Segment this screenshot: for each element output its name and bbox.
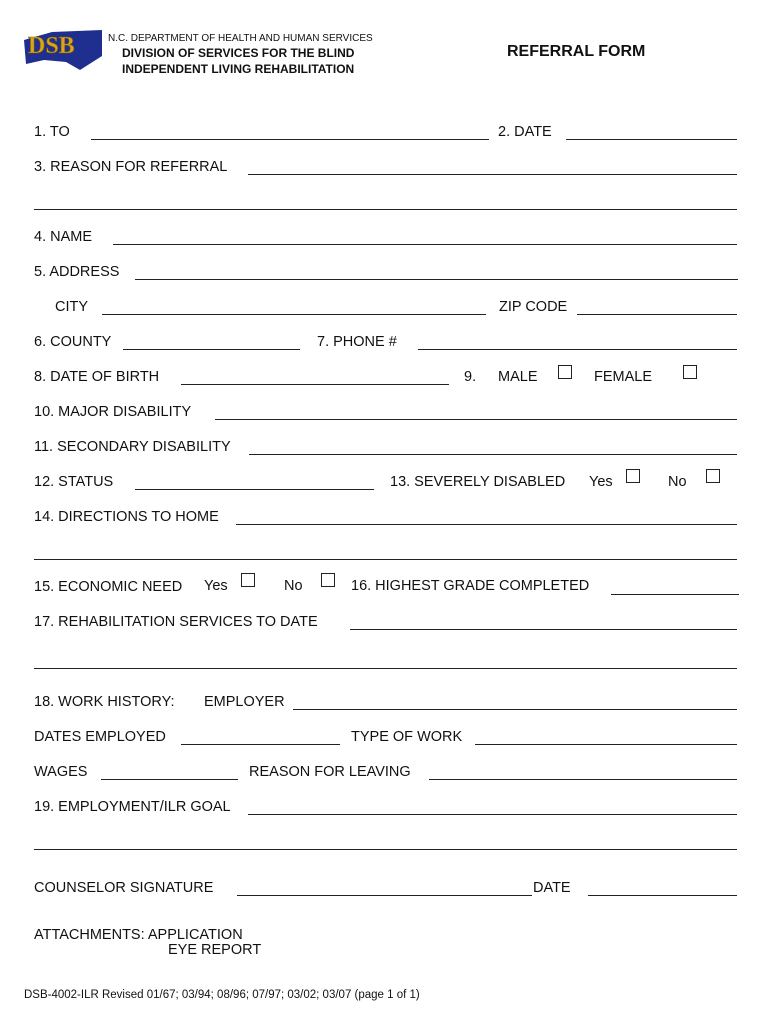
phone-label: 7. PHONE # [317,334,397,350]
secondary-disability-label: 11. SECONDARY DISABILITY [34,439,231,455]
counselor-signature-label: COUNSELOR SIGNATURE [34,880,214,896]
goal-label: 19. EMPLOYMENT/ILR GOAL [34,799,231,815]
county-label: 6. COUNTY [34,334,112,350]
reason-field-line2[interactable] [34,209,737,210]
form-title: REFERRAL FORM [507,43,646,60]
zip-label: ZIP CODE [499,299,568,315]
logo-text: DSB [28,33,75,59]
name-field[interactable] [113,244,737,245]
signature-date-label: DATE [533,880,571,896]
economic-no-checkbox[interactable] [321,573,335,587]
wages-field[interactable] [101,779,238,780]
goal-field-line2[interactable] [34,849,737,850]
economic-need-label: 15. ECONOMIC NEED [34,579,183,595]
dob-field[interactable] [181,384,449,385]
dob-label: 8. DATE OF BIRTH [34,369,160,385]
date-field[interactable] [566,139,737,140]
status-label: 12. STATUS [34,474,114,490]
department-name: N.C. DEPARTMENT OF HEALTH AND HUMAN SERVICES [108,33,373,44]
reason-for-leaving-label: REASON FOR LEAVING [249,764,411,780]
attachments-label: ATTACHMENTS: APPLICATION [34,927,243,943]
address-label: 5. ADDRESS [34,264,120,280]
reason-field[interactable] [248,174,737,175]
dates-employed-label: DATES EMPLOYED [34,729,166,745]
reason-label: 3. REASON FOR REFERRAL [34,159,228,175]
rehab-services-label: 17. REHABILITATION SERVICES TO DATE [34,614,318,630]
directions-field-line2[interactable] [34,559,737,560]
secondary-disability-field[interactable] [249,454,737,455]
severely-disabled-label: 13. SEVERELY DISABLED [390,474,566,490]
zip-field[interactable] [577,314,737,315]
division-name: DIVISION OF SERVICES FOR THE BLIND [122,46,355,60]
severely-no-checkbox[interactable] [706,469,720,483]
name-label: 4. NAME [34,229,93,245]
rehab-services-field-line2[interactable] [34,668,737,669]
economic-yes-label: Yes [204,578,228,594]
wages-label: WAGES [34,764,88,780]
female-label: FEMALE [594,369,653,385]
employer-label: EMPLOYER [204,694,285,710]
county-field[interactable] [123,349,300,350]
highest-grade-label: 16. HIGHEST GRADE COMPLETED [351,578,590,594]
highest-grade-field[interactable] [611,594,739,595]
male-label: MALE [498,369,538,385]
date-label: 2. DATE [498,124,552,140]
counselor-signature-field[interactable] [237,895,532,896]
city-field[interactable] [102,314,486,315]
male-checkbox[interactable] [558,365,572,379]
to-field[interactable] [91,139,489,140]
employer-field[interactable] [293,709,737,710]
work-history-label: 18. WORK HISTORY: [34,694,175,710]
form-revision: DSB-4002-ILR Revised 01/67; 03/94; 08/96; 07/97; 03/02; 03/07 (page 1 of 1) [24,989,420,1001]
eye-report-label: EYE REPORT [168,942,262,958]
logo [22,26,104,72]
major-disability-field[interactable] [215,419,737,420]
rehab-services-field[interactable] [350,629,737,630]
goal-field[interactable] [248,814,737,815]
directions-label: 14. DIRECTIONS TO HOME [34,509,219,525]
directions-field[interactable] [236,524,737,525]
severely-no-label: No [668,474,687,490]
type-of-work-label: TYPE OF WORK [351,729,463,745]
economic-no-label: No [284,578,303,594]
signature-date-field[interactable] [588,895,737,896]
type-of-work-field[interactable] [475,744,737,745]
economic-yes-checkbox[interactable] [241,573,255,587]
reason-for-leaving-field[interactable] [429,779,737,780]
status-field[interactable] [135,489,374,490]
phone-field[interactable] [418,349,737,350]
dates-employed-field[interactable] [181,744,340,745]
address-field[interactable] [135,279,738,280]
sex-number: 9. [464,369,477,385]
to-label: 1. TO [34,124,70,140]
city-label: CITY [55,299,89,315]
severely-yes-label: Yes [589,474,613,490]
female-checkbox[interactable] [683,365,697,379]
severely-yes-checkbox[interactable] [626,469,640,483]
program-name: INDEPENDENT LIVING REHABILITATION [122,62,355,76]
major-disability-label: 10. MAJOR DISABILITY [34,404,192,420]
nc-state-map-icon [22,26,104,72]
